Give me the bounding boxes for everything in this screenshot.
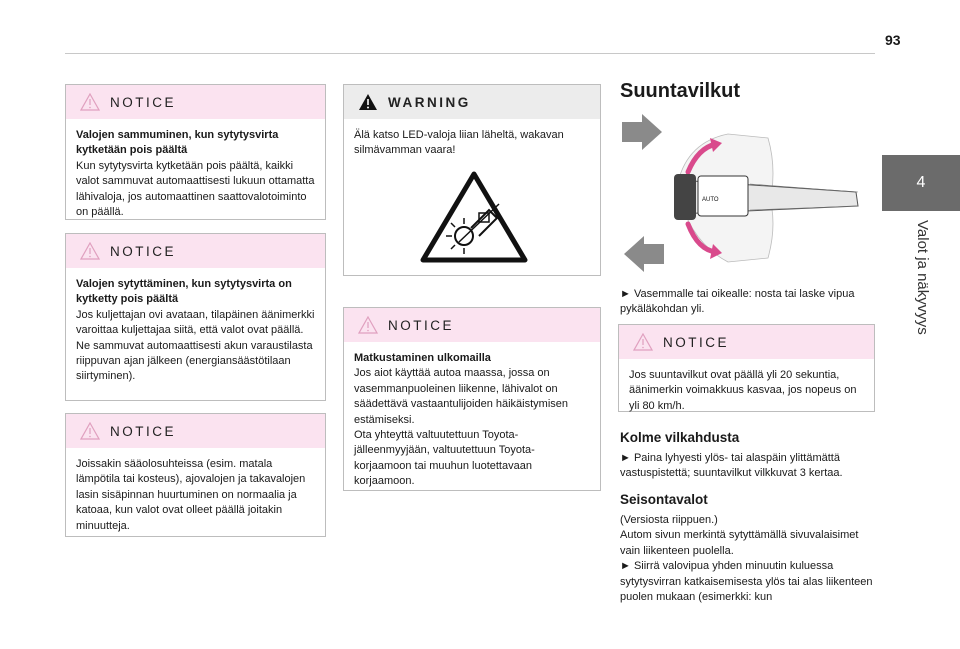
laser-hazard-icon [419, 170, 529, 265]
warning-header [344, 85, 600, 119]
arrow-left-icon [624, 236, 664, 272]
seisonta-step: ► Siirrä valovipua yhden minuutin kuluessa sytytysvirran katkaisemisesta ylös tai alas liikenteen puolen mukaan (esimerkki: kun [620, 560, 873, 604]
notice-title: NOTICE [110, 94, 177, 110]
notice-title: NOTICE [663, 334, 730, 350]
subheading-kolme: Kolme vilkahdusta [620, 430, 740, 445]
notice-header [619, 325, 874, 359]
notice-text: Joissakin sääolosuhteissa (esim. matala lämpötila tai kosteus), ajovalojen ja takavalojen lasin sisäpinnan huurtuminen on normaalia ja katoaa, kun valot ovat olleet päällä joitakin minuutteja. [76, 458, 306, 532]
notice-text: Jos suuntavilkut ovat päällä yli 20 sekuntia, äänimerkin voimakkuus kasvaa, jos nopeus on yli 80 km/h. [629, 369, 857, 412]
caution-triangle-icon [80, 93, 100, 111]
notice-title: NOTICE [110, 243, 177, 259]
caution-triangle-icon [80, 422, 100, 440]
arrow-right-icon [622, 114, 662, 150]
caution-triangle-icon [80, 242, 100, 260]
caution-triangle-icon [633, 333, 653, 351]
notice-heading: Valojen sammuminen, kun sytytysvirta kytketään pois päältä [76, 129, 279, 157]
notice-box-1 [65, 84, 326, 220]
instruction-step: ► Vasemmalle tai oikealle: nosta tai laske vipua pykäläkohdan yli. [620, 288, 855, 316]
notice-header [66, 414, 325, 448]
caution-triangle-icon [358, 316, 378, 334]
notice-header [66, 85, 325, 119]
notice-header [344, 308, 600, 342]
notice-text: Ne sammuvat automaattisesti akun varaustilasta riippuvan ajan jälkeen (energiansäästötilaan siirtyminen). [76, 339, 313, 383]
warning-text: Älä katso LED-valoja liian läheltä, wakavan silmävamman vaara! [354, 129, 564, 157]
warning-title: WARNING [388, 94, 471, 110]
section-title: Suuntavilkut [620, 80, 741, 102]
notice-text: Jos kuljettajan ovi avataan, tilapäinen äänimerkki varoittaa kuljettajaa siitä, että valot ovat päällä. [76, 308, 315, 337]
notice-title: NOTICE [388, 317, 455, 333]
page-number: 93 [885, 32, 901, 48]
kolme-text: ► Paina lyhyesti ylös- tai alaspäin ylittämättä vastuspistettä; suuntavilkut vilkkuvat 3 kertaa. [620, 452, 843, 480]
notice-box-2 [65, 233, 326, 401]
warning-box [343, 84, 601, 276]
lever-auto-label: AUTO [702, 197, 719, 203]
notice-text: Ota yhteyttä valtuutettuun Toyota-jälleenmyyjään, valtuutettuun Toyota-korjaamoon tai muuhun luotettavaan korjaamoon. [354, 429, 535, 488]
notice-box-4 [343, 307, 601, 491]
warning-triangle-icon [358, 93, 378, 111]
subheading-seisonta: Seisontavalot [620, 492, 708, 507]
seisonta-version: (Versiosta riippuen.) [620, 514, 718, 526]
notice-title: NOTICE [110, 423, 177, 439]
notice-box-3 [65, 413, 326, 537]
notice-text: Jos aiot käyttää autoa maassa, jossa on vasemmanpuoleinen liikenne, lähivalot on säädettävä vastaantulijoiden häikäistymisen estämiseksi. [354, 367, 569, 426]
turn-signal-lever-illustration [618, 112, 880, 280]
notice-heading: Valojen sytyttäminen, kun sytytysvirta on kytketty pois päältä [76, 278, 292, 306]
notice-heading: Matkustaminen ulkomailla [354, 352, 491, 364]
header-rule [65, 53, 875, 54]
notice-header [66, 234, 325, 268]
chapter-tab[interactable]: 4 [882, 155, 960, 211]
seisonta-description: Autom sivun merkintä sytyttämällä sivuvalaisimet vain liikenteen puolella. [620, 529, 859, 557]
seisonta-text [620, 513, 878, 605]
chapter-label: Valot ja näkyvyys [914, 220, 931, 335]
notice-text: Kun sytytysvirta kytketään pois päältä, kaikki valot sammuvat automaattisesti lukuun ottamatta lähivaloja, jos automaattinen saattovalotoiminto on päällä. [76, 159, 315, 219]
notice-box-5 [618, 324, 875, 412]
